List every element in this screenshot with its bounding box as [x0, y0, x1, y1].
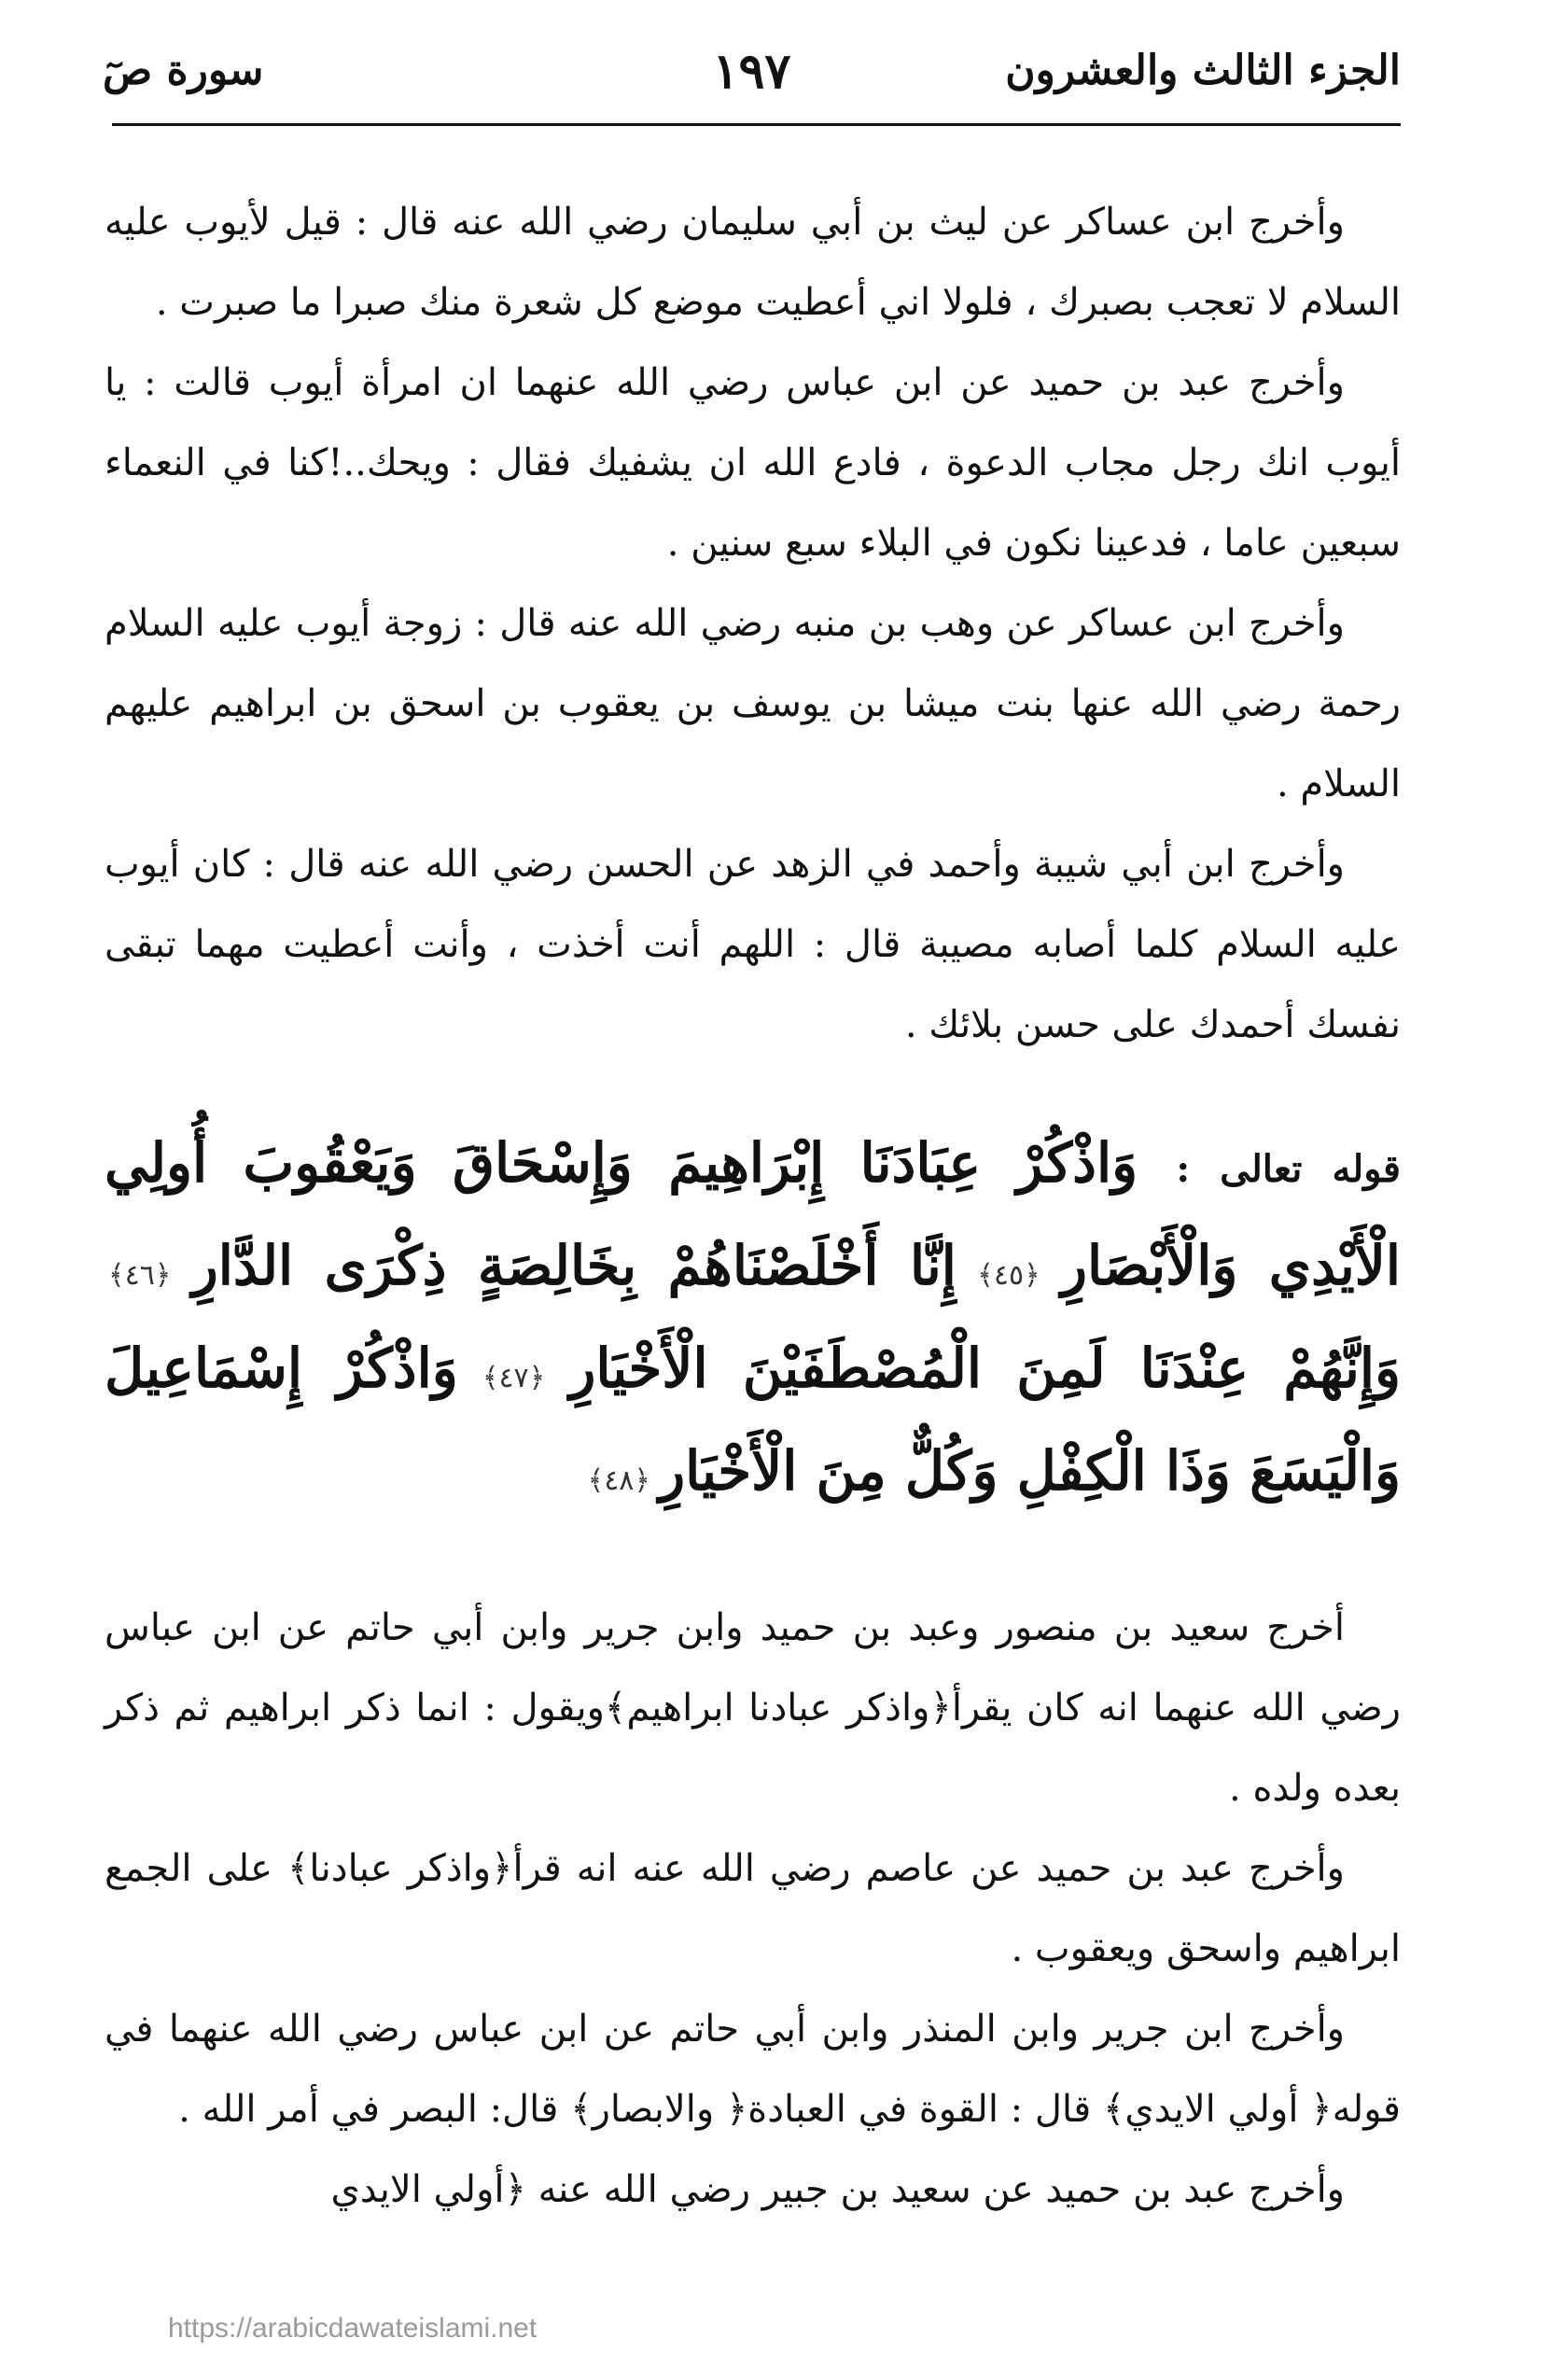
- page-header: [103, 37, 1401, 121]
- page-body: [105, 182, 1401, 2230]
- paragraph: أخرج سعيد بن منصور وعبد بن حميد وابن جرير وابن أبي حاتم عن ابن عباس رضي الله عنهما انه كان يقرأ﴿واذكر عبادنا ابراهيم﴾ويقول : انما ذكر ابراهيم ثم ذكر بعده ولده .: [105, 1606, 1402, 1810]
- part-title: الجزء الثالث والعشرون: [1005, 47, 1401, 94]
- ayah-48: وَاذْكُرْ إِسْمَاعِيلَ وَالْيَسَعَ وَذَا الْكِفْلِ وَكُلٌّ مِنَ الْأَخْيَارِ: [105, 1337, 1401, 1503]
- paragraph: وأخرج عبد بن حميد عن ابن عباس رضي الله عنهما ان امرأة أيوب قالت : يا أيوب انك رجل مجاب الدعوة ، فادع الله ان يشفيك فقال : ويحك..!كنا في النعماء سبعين عاما ، فدعينا نكون في البلاء سبع سنين .: [105, 361, 1401, 565]
- ayah-number-mark: ﴿٤٥﴾: [977, 1259, 1040, 1292]
- paragraph: وأخرج عبد بن حميد عن سعيد بن جبير رضي الله عنه ﴿أولي الايدي: [330, 2168, 1345, 2211]
- ayah-number-mark: ﴿٤٧﴾: [482, 1362, 546, 1394]
- verse-intro: قوله تعالى :: [1176, 1147, 1401, 1191]
- surah-title: سورة صٓ: [103, 47, 264, 94]
- paragraph: وأخرج ابن عساكر عن ليث بن أبي سليمان رضي الله عنه قال : قيل لأيوب عليه السلام لا تعجب بصبرك ، فلولا اني أعطيت موضع كل شعرة منك صبرا ما صبرت .: [105, 201, 1401, 324]
- header-divider: [112, 123, 1401, 126]
- watermark-url: https://arabicdawateislami.net: [168, 2313, 538, 2344]
- ayah-number-mark: ﴿٤٦﴾: [108, 1259, 172, 1292]
- ayah-number-mark: ﴿٤٨﴾: [587, 1464, 650, 1497]
- page-number: ١٩٧: [712, 43, 791, 100]
- ayah-46: إِنَّا أَخْلَصْنَاهُمْ بِخَالِصَةٍ ذِكْرَى الدَّارِ: [191, 1234, 957, 1297]
- paragraph: وأخرج عبد بن حميد عن عاصم رضي الله عنه انه قرأ﴿واذكر عبادنا﴾ على الجمع ابراهيم واسحق ويعقوب .: [105, 1847, 1401, 1970]
- ayah-47: وَإِنَّهُمْ عِنْدَنَا لَمِنَ الْمُصْطَفَيْنَ الْأَخْيَارِ: [569, 1337, 1401, 1400]
- ayah-45: وَاذْكُرْ عِبَادَنَا إِبْرَاهِيمَ وَإِسْحَاقَ وَيَعْقُوبَ أُولِي الْأَيْدِي وَالْأَبْصَارِ: [105, 1131, 1401, 1297]
- quran-verse-block: [105, 1112, 1401, 1522]
- paragraph: وأخرج ابن أبي شيبة وأحمد في الزهد عن الحسن رضي الله عنه قال : كان أيوب عليه السلام كلما أصابه مصيبة قال : اللهم أنت أخذت ، وأنت أعطيت مهما تبقى نفسك أحمدك على حسن بلائك .: [105, 843, 1401, 1046]
- paragraph: وأخرج ابن عساكر عن وهب بن منبه رضي الله عنه قال : زوجة أيوب عليه السلام رحمة رضي الله عنها بنت ميشا بن يوسف بن يعقوب بن اسحق بن ابراهيم عليهم السلام .: [105, 602, 1401, 805]
- paragraph: وأخرج ابن جرير وابن المنذر وابن أبي حاتم عن ابن عباس رضي الله عنهما في قوله﴿ أولي الايدي﴾ قال : القوة في العبادة﴿ والابصار﴾ قال: البصر في أمر الله .: [105, 2008, 1401, 2131]
